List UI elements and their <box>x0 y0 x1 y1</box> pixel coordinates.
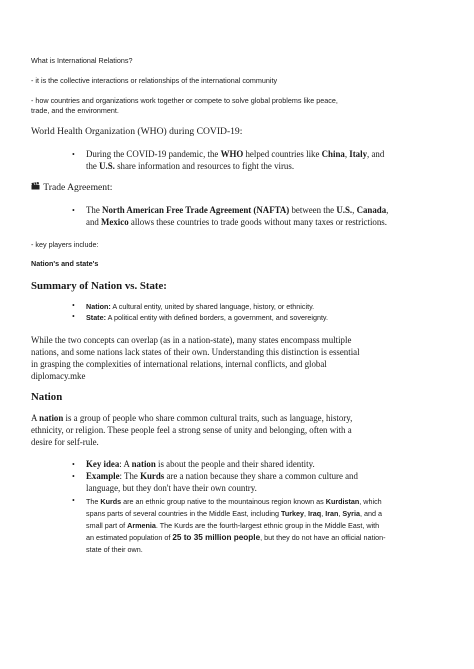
text-run: are a nation because they share a common culture and <box>164 471 358 481</box>
bullet-dot: • <box>72 301 75 310</box>
kurds-item-line-2 <box>86 509 382 519</box>
text-run-bold: Italy <box>349 149 368 159</box>
nation-key-idea-item <box>86 459 315 470</box>
text-run: , <box>304 509 309 518</box>
text-run: are an ethnic group native to the mountainous region known as <box>121 497 326 506</box>
text-run: is a group of people who share common cultural traits, such as language, history, <box>63 413 353 423</box>
text-run: : A <box>119 459 132 469</box>
summary-state-item <box>86 313 328 323</box>
kurds-item-line-4 <box>86 533 385 543</box>
nation-example-item-line-2: language, but they don't have their own country. <box>86 483 257 493</box>
text-run-bold: WHO <box>220 149 244 159</box>
summary-nation-item <box>86 302 314 312</box>
text-run-bold: nation <box>39 413 64 423</box>
trade-bullet-line-1 <box>86 205 388 216</box>
text-run-bold: U.S. <box>99 161 115 171</box>
kurds-item-line-3 <box>86 521 379 531</box>
text-run-bold: Syria <box>342 509 360 518</box>
who-heading-rest: during COVID-19: <box>166 126 243 137</box>
text-run: helped countries like <box>243 149 322 159</box>
text-run: , which <box>359 497 382 506</box>
text-run: , and <box>367 149 385 159</box>
intro-definition-1: - it is the collective interactions or relationships of the international community <box>31 76 278 85</box>
who-bullet-line-2 <box>86 161 294 172</box>
text-run: small part of <box>86 521 128 530</box>
clapperboard-icon-svg <box>31 182 40 190</box>
text-run-bold: Canada <box>356 205 387 215</box>
text-run: . The Kurds are the fourth-largest ethnic group in the Middle East, with <box>155 521 380 530</box>
text-run-bold: nation <box>131 459 156 469</box>
summary-heading: Summary of Nation vs. State: <box>31 280 167 292</box>
text-run: The <box>86 205 103 215</box>
bullet-dot: • <box>72 312 75 321</box>
bullet-dot: • <box>72 472 75 481</box>
text-run-bold: Kurdistan <box>325 497 360 506</box>
text-run-bold: 25 to 35 million people <box>172 533 261 542</box>
bullet-dot: • <box>72 206 75 215</box>
nation-paragraph-line-1 <box>31 413 352 424</box>
text-run: is about the people and their shared identity. <box>155 459 315 469</box>
summary-paragraph-line-2: nations, and some nations lack states of their own. Understanding this distinction is essential <box>31 347 360 357</box>
nation-heading: Nation <box>31 391 63 403</box>
text-run: , but they do not have an official nation- <box>260 533 386 542</box>
trade-heading-text: Trade Agreement: <box>43 182 113 193</box>
text-run: the <box>86 161 100 171</box>
text-run: , <box>321 509 326 518</box>
trade-heading <box>31 182 112 194</box>
state-definition: A political entity with defined borders, a government, and sovereignty. <box>105 313 328 322</box>
text-run-bold: Mexico <box>101 217 129 227</box>
text-run-bold: China <box>321 149 345 159</box>
text-run: : The <box>119 471 141 481</box>
clapperboard-icon <box>31 182 41 194</box>
text-run-bold: Example <box>86 471 120 481</box>
bullet-dot: • <box>72 150 75 159</box>
text-run-bold: Key idea <box>86 459 120 469</box>
nation-paragraph-line-2: ethnicity, or religion. These people feel a strong sense of unity and belonging, often with a <box>31 425 352 435</box>
nation-example-item-line-1 <box>86 471 358 482</box>
text-run: , <box>352 205 357 215</box>
text-run: During the COVID-19 pandemic, the <box>86 149 221 159</box>
text-run: The <box>86 497 101 506</box>
text-run: an estimated population of <box>86 533 173 542</box>
text-run: , <box>386 205 389 215</box>
text-run: , <box>338 509 343 518</box>
text-run-bold: North American Free Trade Agreement (NAFTA) <box>102 205 290 215</box>
text-run-bold: U.S. <box>336 205 353 215</box>
state-term: State: <box>86 313 106 322</box>
who-heading <box>31 126 242 138</box>
summary-paragraph-line-1: While the two concepts can overlap (as in a nation-state), many states encompass multiple <box>31 335 352 345</box>
kurds-item-line-1 <box>86 497 382 507</box>
nation-term: Nation: <box>86 302 111 311</box>
text-run-bold: Armenia <box>127 521 156 530</box>
text-run-bold: Kurds <box>140 471 165 481</box>
text-run-bold: Iraq <box>308 509 322 518</box>
text-run-bold: Iran <box>325 509 339 518</box>
summary-paragraph-line-3: in grasping the complexities of international relations, internal conflicts, and global <box>31 359 327 369</box>
nation-paragraph-line-3: desire for self-rule. <box>31 437 99 447</box>
text-run: spans parts of several countries in the Middle East, including <box>86 509 281 518</box>
intro-definition-2-cont: trade, and the environment. <box>31 106 119 115</box>
who-bullet-line-1 <box>86 149 384 160</box>
text-run: , and a <box>359 509 382 518</box>
text-run-bold: Kurds <box>100 497 122 506</box>
who-heading-bold: World Health Organization (WHO) <box>31 126 167 137</box>
text-run: share information and resources to fight the virus. <box>114 161 295 171</box>
text-run: A <box>31 413 40 423</box>
trade-bullet-line-2 <box>86 217 387 228</box>
text-run: allows these countries to trade goods without many taxes or restrictions. <box>128 217 387 227</box>
intro-definition-2: - how countries and organizations work together or compete to solve global problems like peace, <box>31 96 338 105</box>
text-run-bold: Turkey <box>280 509 305 518</box>
text-run: , <box>344 149 350 159</box>
text-run: between the <box>289 205 337 215</box>
summary-paragraph-line-4: diplomacy.mke <box>31 371 86 381</box>
text-run: and <box>86 217 102 227</box>
bullet-dot: • <box>72 496 75 505</box>
nation-definition: A cultural entity, united by shared language, history, or ethnicity. <box>110 302 315 311</box>
key-players-label: - key players include: <box>31 240 99 249</box>
intro-question: What is International Relations? <box>31 56 133 65</box>
bullet-dot: • <box>72 460 75 469</box>
kurds-item-line-5: state of their own. <box>86 545 143 554</box>
nations-states-heading: Nation's and state's <box>31 259 99 268</box>
